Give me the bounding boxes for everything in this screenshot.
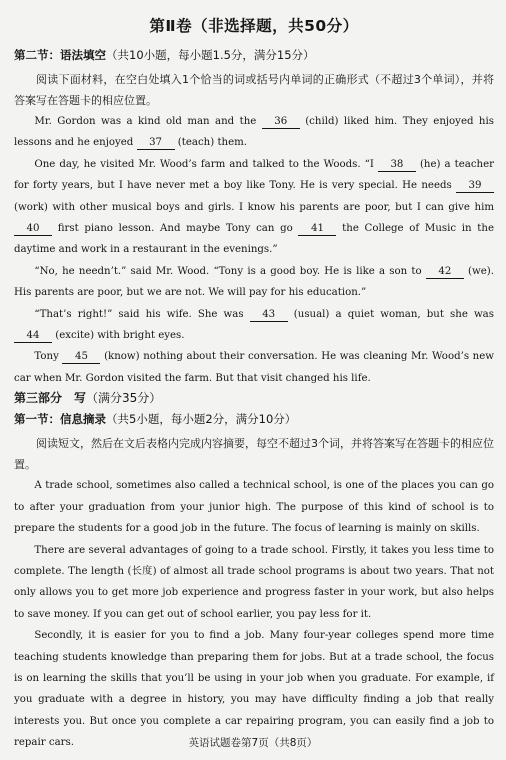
passage-paragraph-2 [14, 154, 494, 261]
page-footer: 英语试题卷第7页（共8页） [188, 737, 318, 749]
passage-text: “No, he needn’t.” said Mr. Wood. “Tony is a good boy. He is like a son to [34, 265, 426, 277]
answer-blank-44: 44 [14, 330, 52, 343]
answer-blank-40: 40 [14, 223, 52, 236]
passage-text: the College of Music in the daytime and work in a restaurant in the evenings.” [14, 223, 494, 256]
part3-heading-label: 第三部分 写 [14, 391, 87, 406]
section1-heading-note: （共5小题，每小题2分，满分10分） [106, 412, 297, 427]
passage-text: (excite) with bright eyes. [52, 330, 185, 342]
answer-blank-41: 41 [298, 223, 336, 236]
section2-heading [14, 48, 494, 63]
passage-paragraph-1 [14, 111, 494, 154]
answer-blank-37: 37 [137, 137, 175, 150]
section2-heading-label: 第二节：语法填空 [14, 48, 106, 62]
section1-heading-label: 第一节：信息摘录 [14, 412, 106, 427]
passage-text: (know) nothing about their conversation. He was cleaning Mr. Wood’s new car when Mr. Gordon visited the farm. But that visit changed his life. [14, 351, 494, 384]
answer-blank-42: 42 [426, 266, 464, 279]
section1-heading [14, 412, 494, 427]
passage-text: (child) liked him. They enjoyed his lessons and he enjoyed [14, 116, 494, 149]
passage-text: (he) a teacher for forty years, but I have never met a boy like Tony. He is very special. He needs [14, 158, 494, 192]
answer-blank-45: 45 [62, 351, 100, 364]
answer-blank-36: 36 [262, 116, 300, 129]
reading-paragraph-1: A trade school, sometimes also called a technical school, is one of the places you can go to after your graduation from your junior high. The purpose of this kind of school is to prepare the students for a good job in the future. The focus of learning is mainly on skills. [14, 480, 494, 535]
passage-text: (we). His parents are poor, but we are not. We will pay for his education.” [14, 265, 494, 299]
reading-paragraph-2: There are several advantages of going to a trade school. Firstly, it takes you less time to complete. The length (长度) of almost all trade school programs is about two years. That not only allows you to get more job experience and progress faster in your work, but also helps to save money. If you can get out of school earlier, you pay less for it. [14, 544, 494, 620]
answer-blank-39: 39 [456, 180, 494, 193]
section2-heading-note: （共10小题，每小题1.5分，满分15分） [106, 48, 315, 62]
passage-text: Tony [34, 351, 63, 363]
section1-instruction: 阅读短文，然后在文后表格内完成内容摘要，每空不超过3个词，并将答案写在答题卡的相应位置。 [14, 437, 494, 472]
passage-paragraph-5 [14, 346, 494, 389]
answer-blank-38: 38 [378, 159, 416, 172]
answer-blank-43: 43 [250, 309, 288, 322]
passage-text: first piano lesson. And maybe Tony can go [52, 223, 299, 235]
passage-paragraph-3 [14, 261, 494, 304]
part3-heading-note: （满分35分） [86, 391, 162, 406]
passage-text: (usual) a quiet woman, but she was [287, 308, 494, 320]
passage-text: Mr. Gordon was a kind old man and the [34, 116, 262, 127]
part3-heading [14, 391, 494, 406]
page-title: 第Ⅱ卷（非选择题，共50分） [149, 17, 359, 35]
passage-text: (teach) them. [174, 137, 248, 149]
reading-paragraph-3: Secondly, it is easier for you to find a job. Many four-year colleges spend more time teaching students knowledge than preparing them for jobs. But at a trade school, the focus is on learning the skills that you’ll be using in your job when you graduate. For example, if you graduate with a degree in history, you may have difficulty finding a job that really interests you. But once you complete a car repairing program, you can easily find a job to repair cars. [14, 630, 494, 749]
passage-text: One day, he visited Mr. Wood’s farm and talked to the Woods. “I [34, 158, 378, 170]
passage-paragraph-4 [14, 304, 494, 347]
section2-instruction: 阅读下面材料，在空白处填入1个恰当的词或括号内单词的正确形式（不超过3个单词），并将答案写在答题卡的相应位置。 [14, 73, 494, 107]
passage-text: (work) with other musical boys and girls. I know his parents are poor, but I can give him [14, 201, 494, 213]
passage-text: “That’s right!” said his wife. She was [34, 308, 250, 320]
